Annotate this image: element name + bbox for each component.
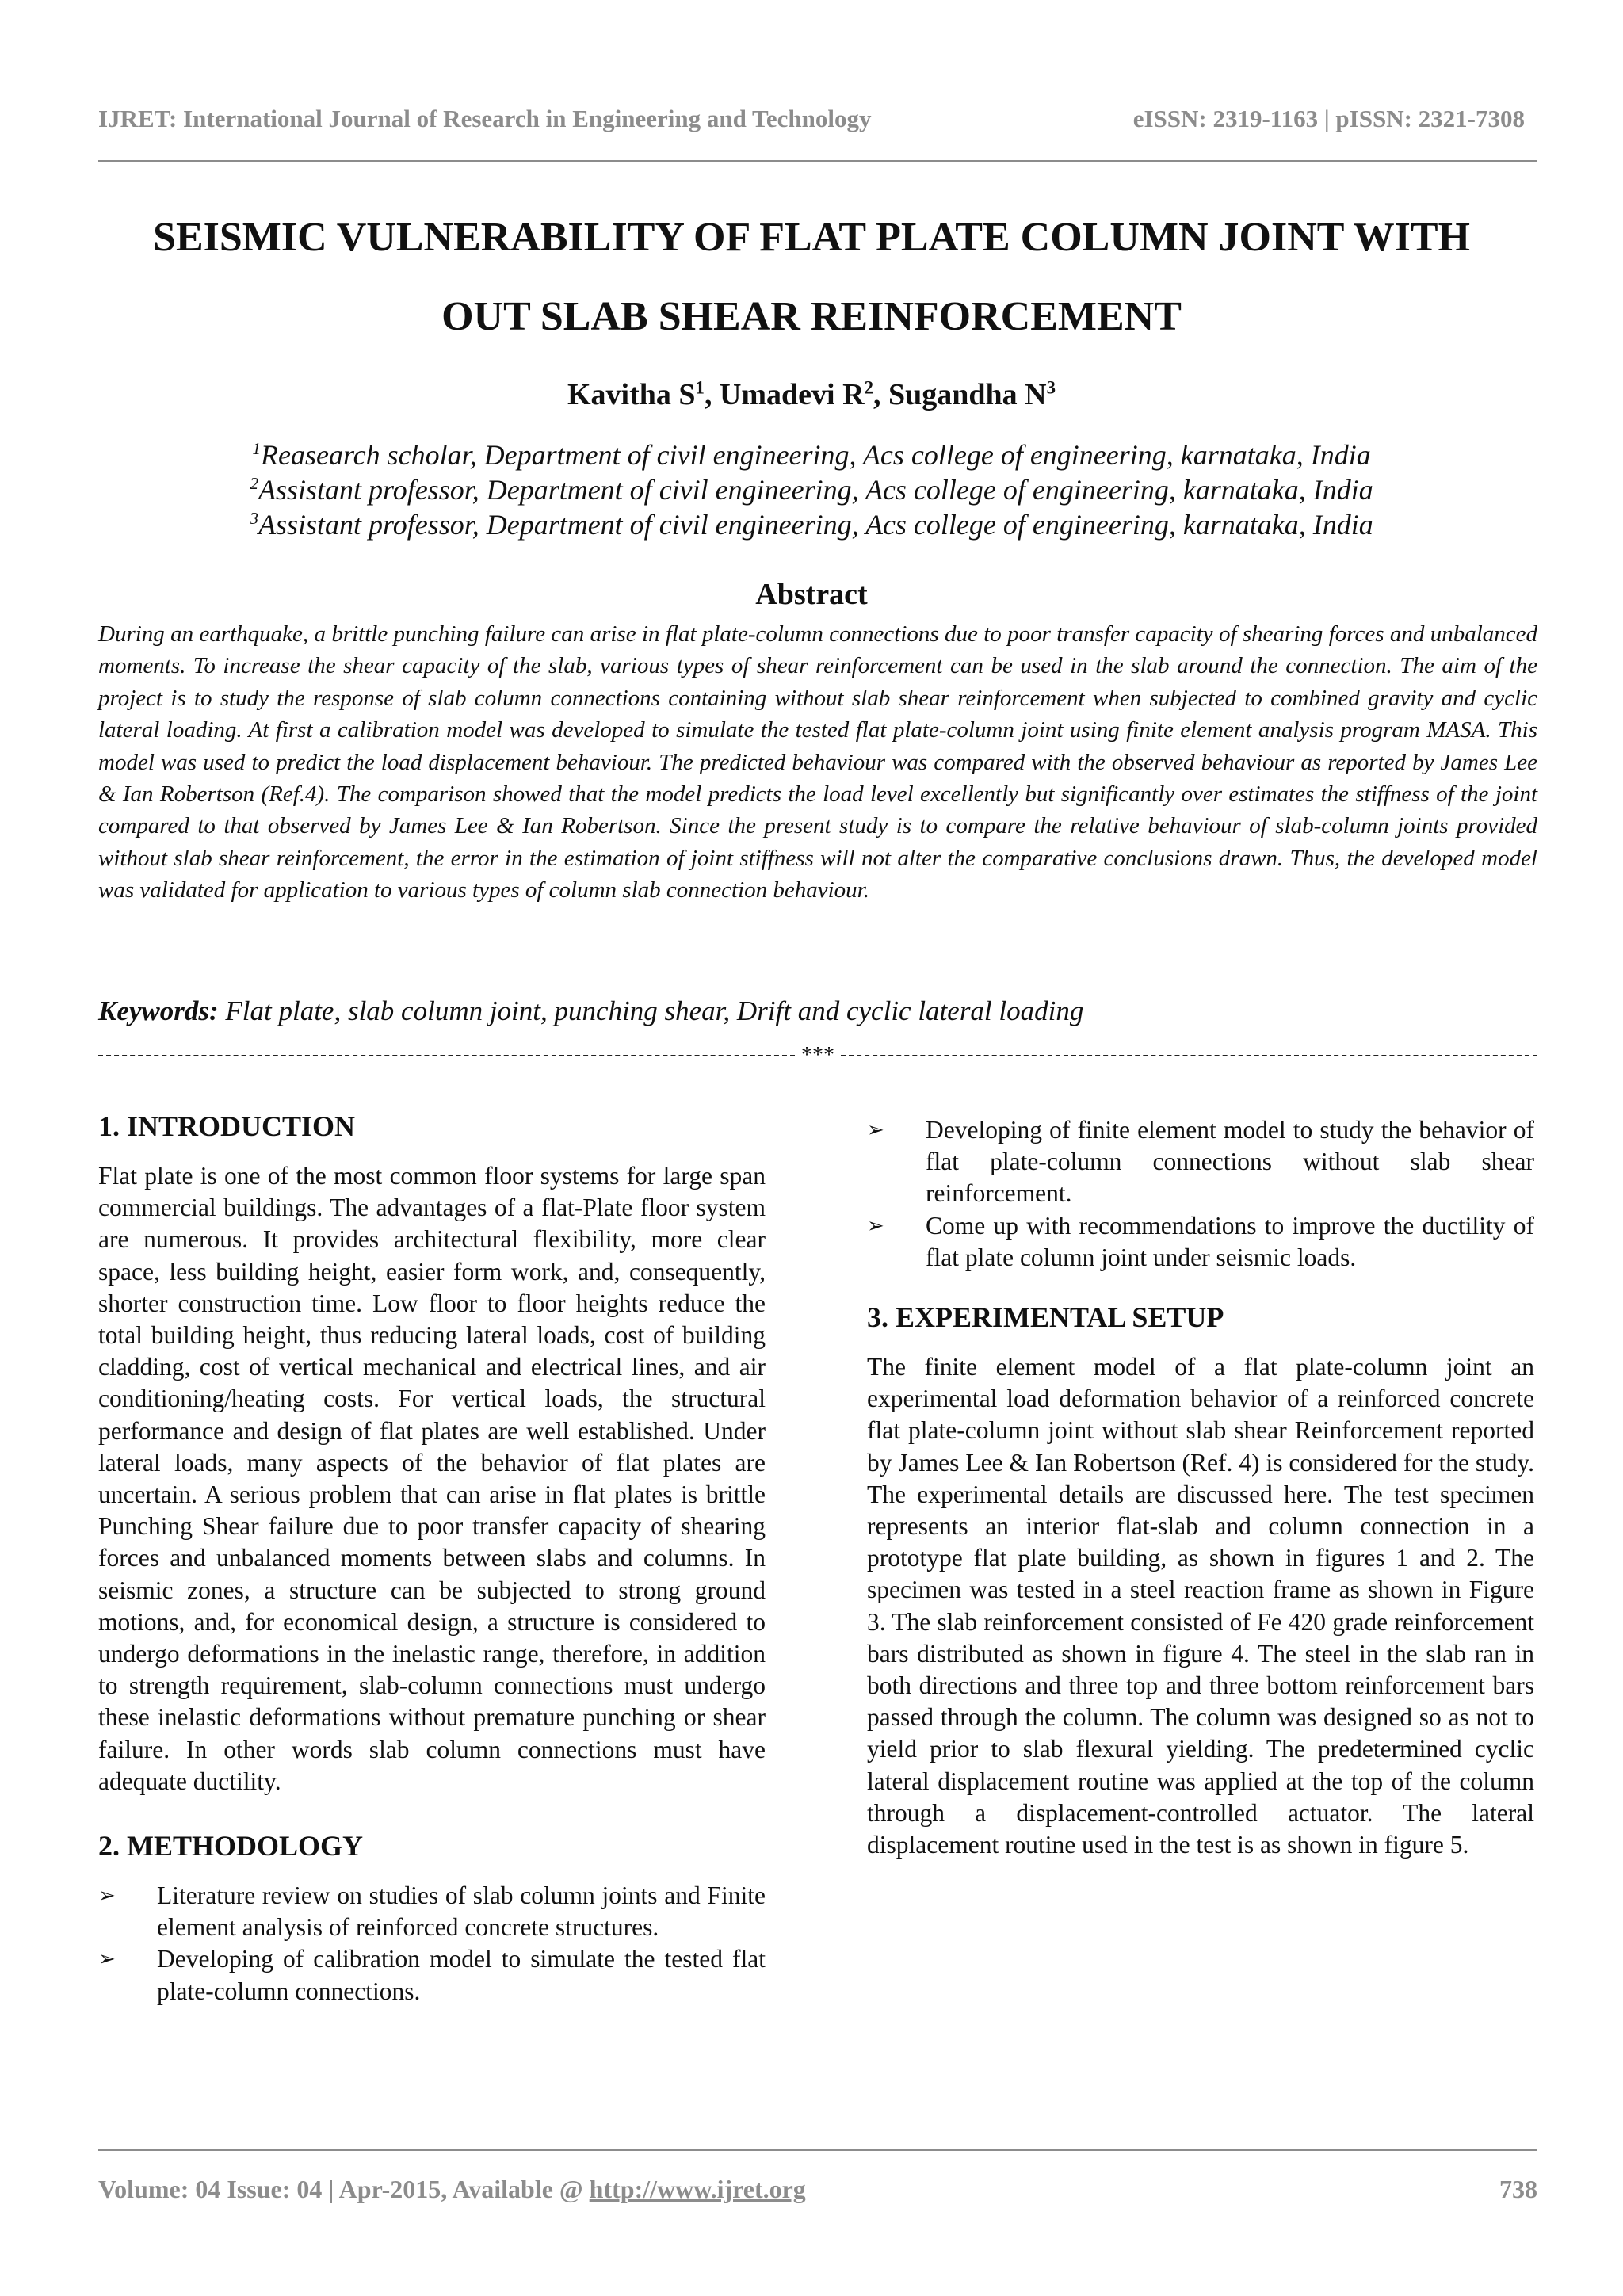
experimental-heading: 3. EXPERIMENTAL SETUP	[867, 1301, 1224, 1334]
section-separator	[98, 1043, 1537, 1068]
arrow-bullet-icon: ➢	[867, 1213, 884, 1237]
methodology-list-continued	[867, 1114, 1534, 1274]
experimental-text: The finite element model of a flat plate-column joint an experimental load deformation behavior of a reinforced concrete flat plate-column joint without slab shear Reinforcement reported by James Lee & Ian Robertson (Ref. 4) is considered for the study. The experimental details are discussed here. The test specimen represents an interior flat-slab and column connection in a prototype flat plate building, as shown in figures 1 and 2. The specimen was tested in a steel reaction frame as shown in Figure 3. The slab reinforcement consisted of Fe 420 grade reinforcement bars distributed as shown in figure 4. The steel in the slab ran in both directions and three top and three bottom reinforcement bars passed through the column. The column was designed so as not to yield prior to slab flexural yielding. The predetermined cyclic lateral displacement routine was applied at the top of the column through a displacement-controlled actuator. The lateral displacement routine used in the test is as shown in figure 5.	[867, 1353, 1534, 1859]
title-line-2: OUT SLAB SHEAR REINFORCEMENT	[441, 294, 1182, 339]
methodology-heading: 2. METHODOLOGY	[98, 1830, 364, 1862]
keywords	[98, 995, 1537, 1027]
affiliation-3: $^3$Assistant professor, Department of civil engineering, Acs college of engineering, karnataka, India	[250, 509, 1373, 541]
footer-volume: Volume: 04 Issue: 04 | Apr-2015, Available @ http://www.ijret.org	[98, 2175, 806, 2203]
author-3: Sugandha $N^3$	[888, 377, 1056, 411]
header-rule	[98, 160, 1537, 162]
affiliation-1: $^1$Reasearch scholar, Department of civil engineering, Acs college of engineering, karnataka, India	[252, 439, 1371, 471]
running-header	[98, 95, 1525, 143]
list-item: ➢ Literature review on studies of slab column joints and Finite element analysis of reinforced concrete structures.	[98, 1880, 766, 1943]
abstract-heading: Abstract	[755, 578, 868, 611]
affiliation-2: $^2$Assistant professor, Department of civil engineering, Acs college of engineering, karnataka, India	[250, 474, 1373, 506]
intro-heading: 1. INTRODUCTION	[98, 1110, 356, 1142]
keywords-label: Keywords:	[98, 995, 219, 1026]
arrow-bullet-icon: ➢	[98, 1884, 116, 1908]
author-list: Kavitha $S^1$, Umadevi $R^2$, Sugandha $N^3$	[567, 377, 1056, 411]
intro-text: Flat plate is one of the most common floor systems for large span commercial buildings. The advantages of a flat-Plate floor system are numerous. It provides architectural flexibility, more clear space, less building height, easier form work, and, consequently, shorter construction time. Low floor to floor heights reduce the total building height, thus reducing lateral loads, cost of building cladding, cost of vertical mechanical and electrical lines, and air conditioning/heating costs. For vertical loads, the structural performance and design of flat plates are well established. Under lateral loads, many aspects of the behavior of flat plates are uncertain. A serious problem that can arise in flat plates is brittle Punching Shear failure due to poor transfer capacity of shearing forces and unbalanced moments between slabs and columns. In seismic zones, a structure can be subjected to strong ground motions, and, for economical design, a structure is considered to undergo deformations in the inelastic range, therefore, in addition to strength requirement, slab-column connections must undergo these inelastic deformations without premature punching or shear failure. In other words slab column connections must have adequate ductility.	[98, 1162, 766, 1795]
list-item: ➢ Developing of calibration model to simulate the tested flat plate-column connections.	[98, 1943, 766, 2007]
arrow-bullet-icon: ➢	[98, 1947, 116, 1971]
running-footer	[98, 2175, 1537, 2204]
right-column	[867, 1114, 1534, 1861]
issn-info: eISSN: 2319-1163 | pISSN: 2321-7308	[1132, 105, 1525, 132]
arrow-bullet-icon: ➢	[867, 1118, 884, 1141]
left-column	[98, 1110, 766, 2008]
author-1: Kavitha $S^1$	[567, 377, 705, 411]
journal-name: IJRET: International Journal of Research in Engineering and Technology	[98, 105, 872, 132]
page-number: 738	[1499, 2175, 1537, 2203]
list-item: ➢ Come up with recommendations to improve the ductility of flat plate column joint under seismic loads.	[867, 1210, 1534, 1274]
abstract-text: During an earthquake, a brittle punching failure can arise in flat plate-column connections due to poor transfer capacity of shearing forces and unbalanced moments. To increase the shear capacity of the slab, various types of shear reinforcement can be used in the slab around the connection. The aim of the project is to study the response of slab column connections containing without slab shear reinforcement when subjected to combined gravity and cyclic lateral loading. At first a calibration model was developed to simulate the tested flat plate-column joint using finite element analysis program MASA. This model was used to predict the load displacement behaviour. The predicted behaviour was compared with the observed behaviour as reported by James Lee & Ian Robertson (Ref.4). The comparison showed that the model predicts the load level excellently but significantly over estimates the stiffness of the joint compared to that observed by James Lee & Ian Robertson. Since the present study is to compare the relative behaviour of slab-column joints provided without slab shear reinforcement, the error in the estimation of joint stiffness will not alter the comparative conclusions drawn. Thus, the developed model was validated for application to various types of column slab connection behaviour.	[98, 621, 1537, 904]
affiliations	[98, 437, 1525, 542]
methodology-list	[98, 1880, 766, 2008]
author-2: Umadevi $R^2$	[719, 377, 873, 411]
title-line-1: SEISMIC VULNERABILITY OF FLAT PLATE COLUMN JOINT WITH	[153, 215, 1470, 260]
list-item: ➢ Developing of finite element model to study the behavior of flat plate-column connections without slab shear reinforcement.	[867, 1114, 1534, 1210]
journal-link[interactable]: http://www.ijret.org	[589, 2175, 806, 2203]
paper-title	[98, 198, 1525, 357]
separator-stars: ***	[801, 1043, 834, 1068]
keywords-text: Flat plate, slab column joint, punching shear, Drift and cyclic lateral loading	[225, 995, 1084, 1026]
footer-rule	[98, 2149, 1537, 2151]
